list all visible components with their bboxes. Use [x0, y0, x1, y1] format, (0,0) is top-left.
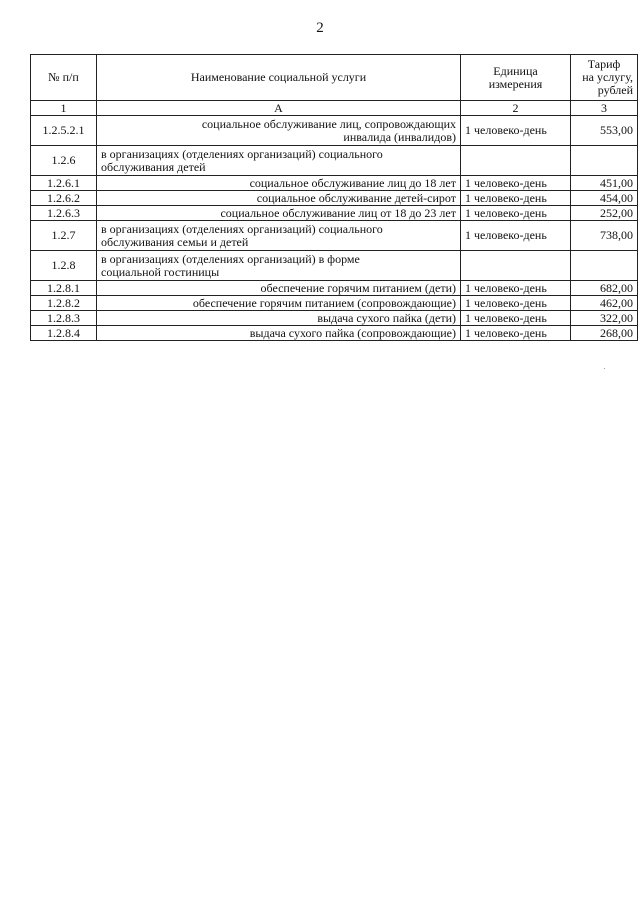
row-number: 1.2.8.3: [31, 311, 97, 326]
row-number: 1.2.8.2: [31, 296, 97, 311]
header-service-name: Наименование социальной услуги: [97, 55, 461, 101]
tariff-price: 738,00: [571, 221, 638, 251]
tariff-table: [30, 54, 638, 341]
table-row: [31, 296, 638, 311]
table-row: [31, 116, 638, 146]
header-price-line: Тариф: [587, 57, 621, 71]
service-name-line: обслуживания семьи и детей: [101, 234, 249, 249]
column-index: 2: [461, 101, 571, 116]
unit-of-measure: 1 человеко-день: [461, 296, 571, 311]
column-index: 1: [31, 101, 97, 116]
service-name-line: инвалида (инвалидов): [343, 129, 456, 144]
unit-of-measure: 1 человеко-день: [461, 311, 571, 326]
service-name-line: в организациях (отделениях организаций) социального: [101, 221, 383, 236]
row-number: 1.2.6: [31, 146, 97, 176]
service-name-line: социальное обслуживание лиц до 18 лет: [249, 175, 456, 190]
row-number: 1.2.8.1: [31, 281, 97, 296]
service-name-line: социальное обслуживание детей-сирот: [256, 190, 456, 205]
column-index: А: [97, 101, 461, 116]
service-name-line: в организациях (отделениях организаций) социального: [101, 146, 383, 161]
header-unit-line: Единица: [493, 63, 538, 78]
unit-of-measure: 1 человеко-день: [461, 221, 571, 251]
service-name-line: обслуживания детей: [101, 159, 206, 174]
header-price-line: на услугу,: [582, 70, 633, 84]
tariff-price: 682,00: [571, 281, 638, 296]
row-number: 1.2.7: [31, 221, 97, 251]
scan-speck: [604, 368, 605, 369]
table-header-row: [31, 55, 638, 101]
table-row: [31, 251, 638, 281]
table-row: [31, 176, 638, 191]
header-number: № п/п: [31, 55, 97, 101]
service-name-line: обеспечение горячим питанием (сопровождающие): [192, 295, 456, 310]
service-name-line: социальное обслуживание лиц, сопровождающих: [201, 116, 456, 131]
tariff-price: 454,00: [571, 191, 638, 206]
service-name: [97, 116, 461, 146]
table-row: [31, 311, 638, 326]
header-price: [571, 55, 638, 101]
service-name: [97, 221, 461, 251]
service-name: [97, 296, 461, 311]
table-row: [31, 326, 638, 341]
unit-of-measure: [461, 251, 571, 281]
service-name-line: социальной гостиницы: [101, 264, 220, 279]
tariff-price: 322,00: [571, 311, 638, 326]
tariff-price: 451,00: [571, 176, 638, 191]
table-row: [31, 206, 638, 221]
row-number: 1.2.8.4: [31, 326, 97, 341]
service-name-line: в организациях (отделениях организаций) в форме: [101, 251, 360, 266]
page-number: 2: [316, 20, 324, 36]
service-name-line: социальное обслуживание лиц от 18 до 23 лет: [220, 205, 456, 220]
service-name-line: выдача сухого пайка (дети): [317, 310, 456, 325]
unit-of-measure: 1 человеко-день: [461, 116, 571, 146]
service-name: [97, 176, 461, 191]
unit-of-measure: 1 человеко-день: [461, 326, 571, 341]
header-unit: [461, 55, 571, 101]
service-name: [97, 311, 461, 326]
row-number: 1.2.8: [31, 251, 97, 281]
tariff-price: [571, 251, 638, 281]
service-name: [97, 251, 461, 281]
table-row: [31, 191, 638, 206]
row-number: 1.2.6.2: [31, 191, 97, 206]
row-number: 1.2.6.3: [31, 206, 97, 221]
table-row: [31, 281, 638, 296]
table-row: [31, 146, 638, 176]
service-name: [97, 206, 461, 221]
unit-of-measure: 1 человеко-день: [461, 191, 571, 206]
column-index-row: [31, 101, 638, 116]
tariff-price: 252,00: [571, 206, 638, 221]
tariff-price: [571, 146, 638, 176]
service-name: [97, 281, 461, 296]
service-name: [97, 191, 461, 206]
unit-of-measure: 1 человеко-день: [461, 206, 571, 221]
unit-of-measure: [461, 146, 571, 176]
unit-of-measure: 1 человеко-день: [461, 281, 571, 296]
table-row: [31, 221, 638, 251]
row-number: 1.2.5.2.1: [31, 116, 97, 146]
service-name: [97, 326, 461, 341]
tariff-price: 553,00: [571, 116, 638, 146]
tariff-price: 462,00: [571, 296, 638, 311]
header-unit-line: измерения: [488, 76, 543, 91]
column-index: 3: [571, 101, 638, 116]
service-name: [97, 146, 461, 176]
service-name-line: выдача сухого пайка (сопровождающие): [249, 325, 456, 340]
unit-of-measure: 1 человеко-день: [461, 176, 571, 191]
service-name-line: обеспечение горячим питанием (дети): [260, 280, 456, 295]
row-number: 1.2.6.1: [31, 176, 97, 191]
header-price-line: рублей: [597, 83, 633, 97]
tariff-price: 268,00: [571, 326, 638, 341]
